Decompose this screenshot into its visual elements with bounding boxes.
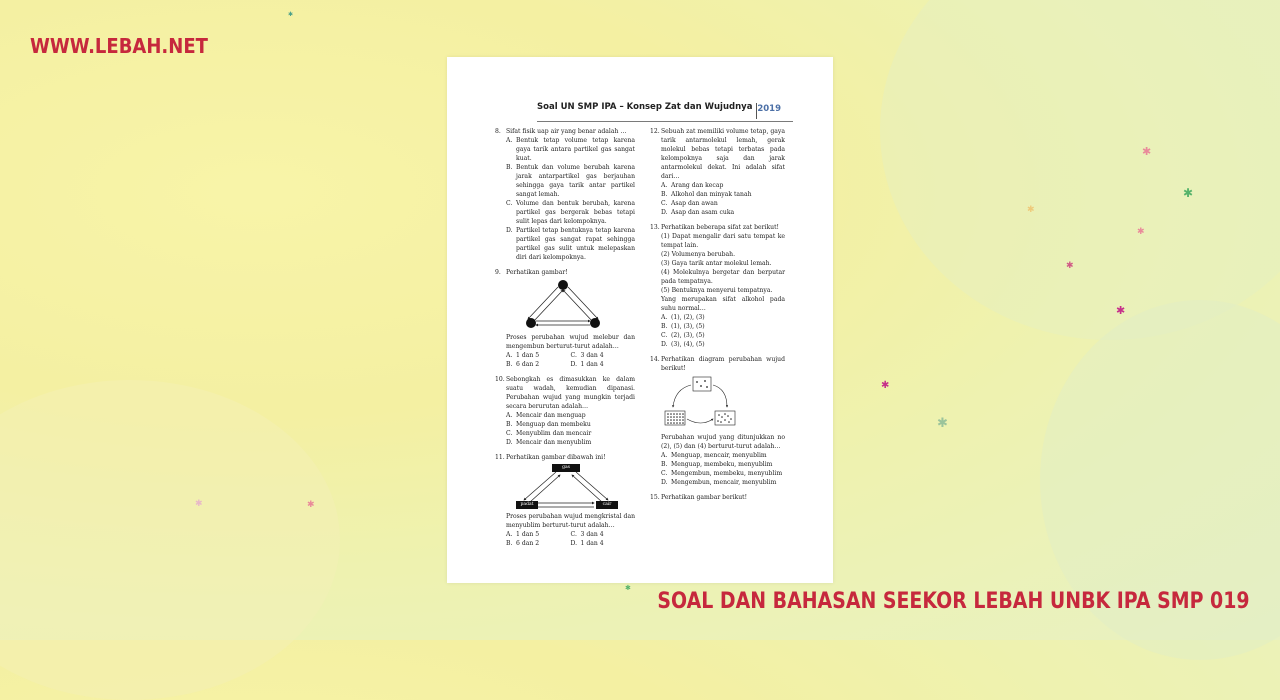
property-item: (2) Volumenya berubah. (661, 251, 736, 258)
sparkle-icon: ✱ (195, 499, 203, 509)
question-15 (650, 493, 785, 502)
particle-diagram (661, 375, 741, 431)
document-header (537, 103, 793, 122)
answer-option: A. Bentuk tetap volume tetap karena gaya tarik antara partikel gas sangat kuat. (506, 137, 635, 162)
answer-option: D. Mencair dan menyublim (506, 439, 592, 446)
answer-option: B. Menguap, membeku, menyublim (661, 461, 773, 468)
question-stem: Proses perubahan wujud mengkristal dan menyublim berturut-turut adalah… (506, 513, 635, 529)
answer-option: D. Asap dan asam cuka (661, 209, 735, 216)
answer-option: A. (1), (2), (3) (661, 314, 705, 321)
question-8 (495, 127, 635, 262)
sparkle-icon: ✱ (1137, 227, 1145, 237)
page-caption: SOAL DAN BAHASAN SEEKOR LEBAH UNBK IPA SMP 019 (657, 589, 1250, 614)
answer-option: C. 3 dan 4 (570, 531, 604, 538)
answer-option: B. Bentuk dan volume berubah karena jarak antarpartikel gas berjauhan sehingga gaya tarik antar partikel sangat lemah. (506, 164, 635, 198)
question-number: 10. (495, 376, 505, 383)
answer-option: C. (2), (3), (5) (661, 332, 705, 339)
question-stem: Yang merupakan sifat alkohol pada suhu normal… (661, 296, 785, 312)
question-11 (495, 453, 635, 548)
question-number: 8. (495, 128, 501, 135)
sparkle-icon: ✱ (1116, 304, 1126, 317)
background-blob (880, 0, 1280, 340)
question-number: 12. (650, 128, 660, 135)
answer-option: D. Partikel tetap bentuknya tetap karena partikel gas sangat rapat sehingga partikel gas sulit untuk melepaskan diri dari kelompoknya. (506, 227, 635, 261)
sparkle-icon: ✱ (1142, 145, 1152, 158)
answer-option: A. Mencair dan menguap (506, 412, 586, 419)
question-number: 14. (650, 356, 660, 363)
answer-option: A. Menguap, mencair, menyublim (661, 452, 767, 459)
phase-triangle-diagram (506, 279, 616, 331)
question-text: Perhatikan beberapa sifat zat berikut! (661, 224, 779, 231)
question-number: 15. (650, 494, 660, 501)
answer-option: D. Mengembun, mencair, menyublim (661, 479, 777, 486)
answer-option: C. Menyublim dan mencair (506, 430, 592, 437)
sparkle-icon: ✱ (937, 416, 948, 431)
answer-option: A. 1 dan 5 (506, 531, 540, 538)
property-item: (3) Gaya tarik antar molekul lemah. (661, 260, 772, 267)
right-column (650, 127, 785, 508)
sparkle-icon: ✱ (1183, 186, 1194, 200)
question-text: Perhatikan gambar dibawah ini! (506, 454, 606, 461)
question-number: 11. (495, 454, 505, 461)
property-item: (1) Dapat mengalir dari satu tempat ke tempat lain. (661, 233, 785, 249)
document-page (447, 57, 833, 583)
question-12 (650, 127, 785, 217)
left-column (495, 127, 635, 554)
question-number: 13. (650, 224, 660, 231)
site-brand[interactable]: WWW.LEBAH.NET (30, 34, 208, 58)
question-9 (495, 268, 635, 369)
question-text: Perhatikan diagram perubahan wujud berikut! (661, 356, 785, 372)
answer-option: A. Arang dan kecap (661, 182, 724, 189)
question-14 (650, 355, 785, 487)
phase-diagram-figure (506, 464, 635, 510)
answer-option: C. Asap dan awan (661, 200, 718, 207)
answer-option: B. Menguap dan membeku (506, 421, 591, 428)
sparkle-icon: ✱ (307, 500, 315, 510)
sparkle-icon: ✱ (625, 584, 631, 592)
phase-triangle-figure (506, 279, 635, 331)
liquid-node: cair (596, 501, 618, 509)
question-number: 9. (495, 269, 501, 276)
answer-option: B. (1), (3), (5) (661, 323, 705, 330)
answer-option: B. 6 dan 2 (506, 361, 540, 368)
question-stem: Proses perubahan wujud melebur dan mengembun berturut-turut adalah… (506, 334, 635, 350)
answer-option: C. 3 dan 4 (570, 352, 604, 359)
question-10 (495, 375, 635, 447)
question-text: Perhatikan gambar berikut! (661, 494, 748, 501)
question-text: Sebongkah es dimasukkan ke dalam suatu wadah, kemudian dipanasi. Perubahan wujud yang mungkin terjadi secara berurutan adalah… (506, 376, 635, 410)
answer-option: B. 6 dan 2 (506, 540, 540, 547)
property-item: (4) Molekulnya bergetar dan berputar pada tempatnya. (661, 269, 785, 285)
answer-option: C. Volume dan bentuk berubah, karena partikel gas bergerak bebas tetapi sulit lepas dari kelompoknya. (506, 200, 635, 225)
particle-diagram-figure (661, 375, 785, 431)
question-stem: Perubahan wujud yang ditunjukkan no (2), (5) dan (4) berturut-turut adalah… (661, 434, 785, 450)
answer-option: D. (3), (4), (5) (661, 341, 705, 348)
answer-option: C. Mengembun, membeku, menyublim (661, 470, 783, 477)
question-text: Perhatikan gambar! (506, 269, 568, 276)
property-item: (5) Bentuknya menyerui tempatnya. (661, 287, 773, 294)
background-blob (0, 380, 340, 700)
question-text: Sifat fisik uap air yang benar adalah … (506, 128, 627, 135)
solid-node: padat (516, 501, 538, 509)
sparkle-icon: ✱ (288, 11, 294, 18)
document-year: 2019 (757, 104, 781, 114)
sparkle-icon: ✱ (881, 380, 890, 391)
answer-option: A. 1 dan 5 (506, 352, 540, 359)
answer-option: B. Alkohol dan minyak tanah (661, 191, 752, 198)
sparkle-icon: ✱ (1027, 205, 1035, 215)
document-title: Soal UN SMP IPA – Konsep Zat dan Wujudnya (537, 102, 753, 112)
question-text: Sebuah zat memiliki volume tetap, gaya tarik antarmolekul lemah, gerak molekul bebas tetapi terbatas pada kelompoknya saja dan jarak antarmolekul dekat. Ini adalah sifat dari… (661, 128, 785, 180)
answer-option: D. 1 dan 4 (570, 361, 604, 368)
sparkle-icon: ✱ (1066, 261, 1074, 271)
gas-node: gas (552, 464, 580, 472)
question-13 (650, 223, 785, 349)
answer-option: D. 1 dan 4 (570, 540, 604, 547)
